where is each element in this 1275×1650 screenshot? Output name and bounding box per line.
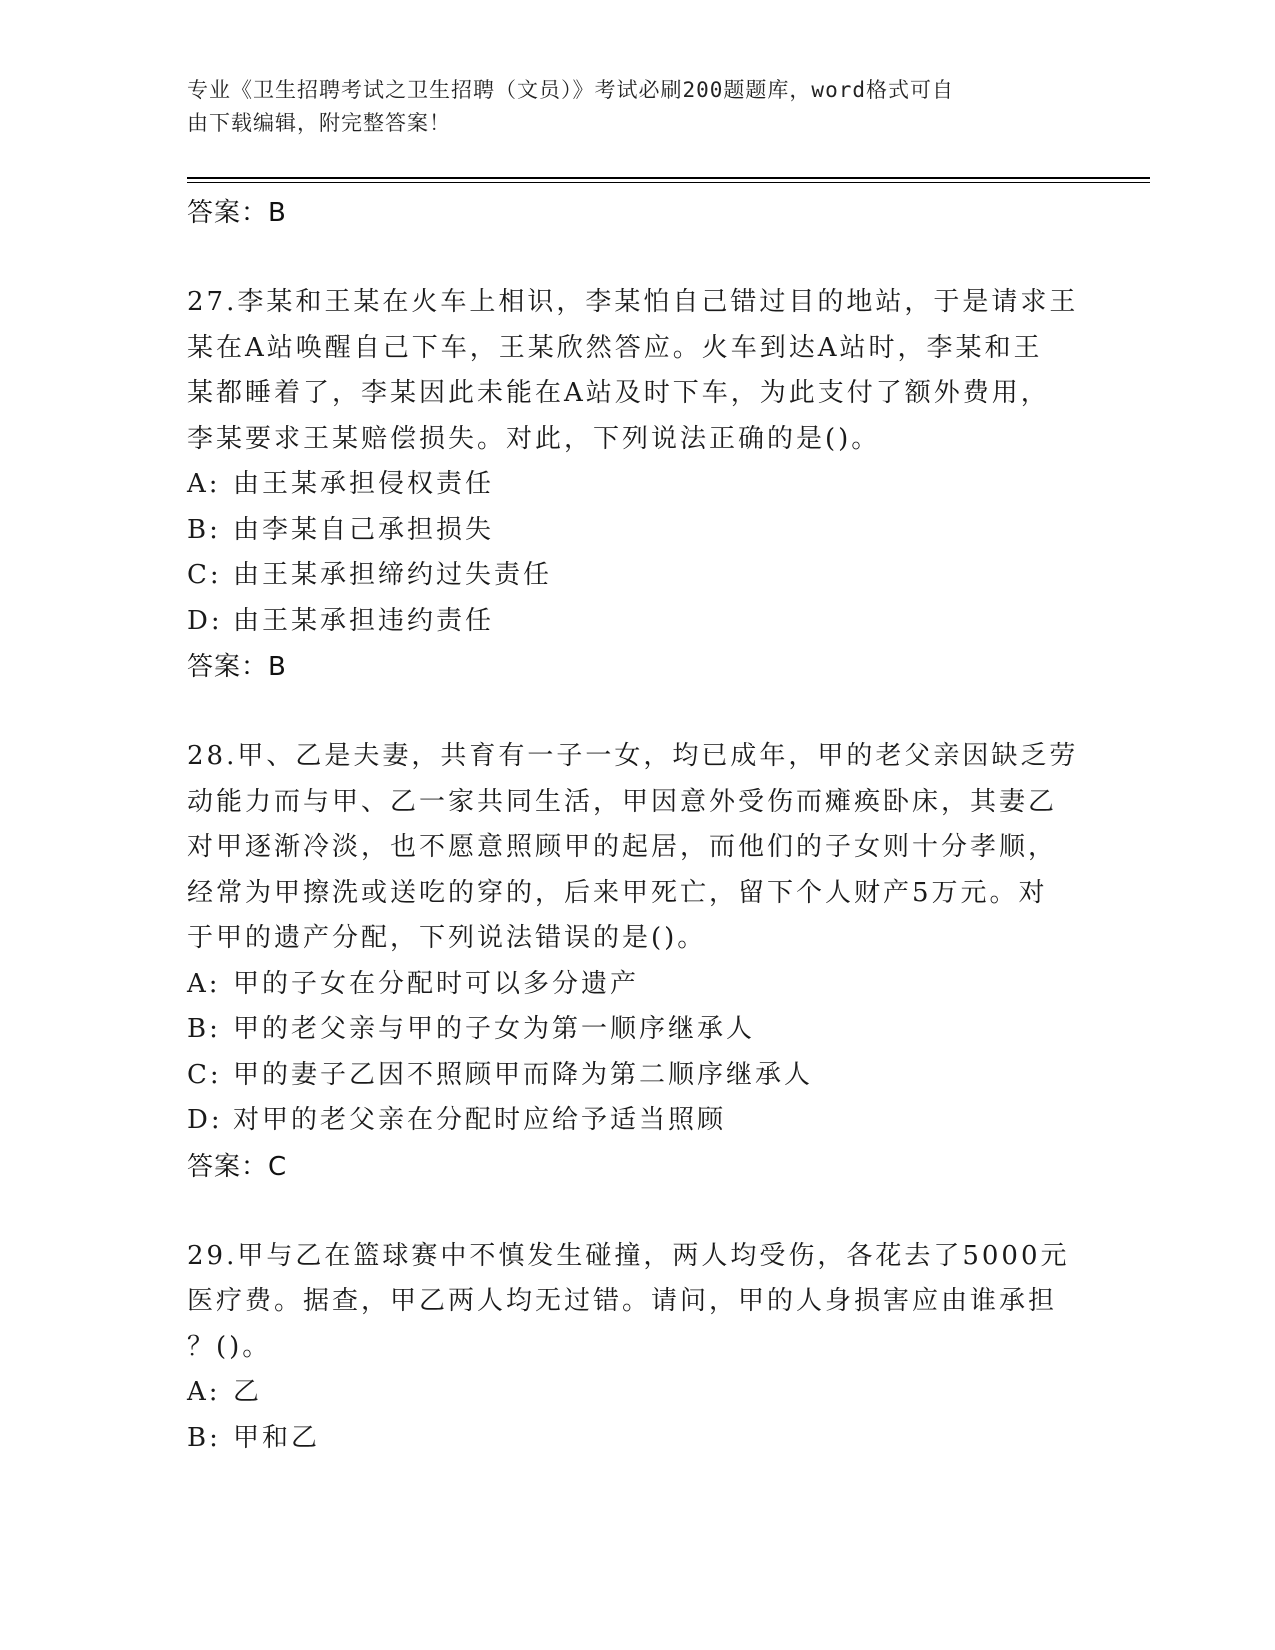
option-text: 由王某承担侵权责任 <box>233 469 495 499</box>
option-text: 由王某承担违约责任 <box>233 605 495 636</box>
option-d <box>187 599 1087 645</box>
option-c <box>187 553 1087 599</box>
block-spacer <box>187 690 1087 734</box>
option-text: 由王某承担缔约过失责任 <box>233 560 553 590</box>
question-stem-line: 对甲逐渐冷淡，也不愿意照顾甲的起居，而他们的子女则十分孝顺， <box>187 832 1058 862</box>
answer-line: 答案：C <box>187 1151 288 1182</box>
question-stem-line: 李某要求王某赔偿损失。对此，下列说法正确的是()。 <box>187 423 881 454</box>
option-a <box>187 962 1087 1008</box>
question-28 <box>187 734 1087 1190</box>
question-stem <box>187 1234 1087 1371</box>
option-text: 对甲的老父亲在分配时应给予适当照顾 <box>233 1105 727 1135</box>
option-letter: C: <box>187 560 222 590</box>
option-b <box>187 508 1087 554</box>
header-line-1: 专业《卫生招聘考试之卫生招聘（文员）》考试必刷200题题库，word格式可自 <box>187 78 954 102</box>
question-stem-line: 于甲的遗产分配，下列说法错误的是()。 <box>187 923 707 953</box>
question-stem <box>187 734 1087 962</box>
question-stem-line: 29.甲与乙在篮球赛中不慎发生碰撞，两人均受伤，各花去了5000元 <box>187 1240 1070 1271</box>
question-stem-line: 某在A站唤醒自己下车，王某欣然答应。火车到达A站时，李某和王 <box>187 332 1043 363</box>
option-b <box>187 1007 1087 1053</box>
page-header <box>187 74 1067 140</box>
option-a <box>187 462 1087 508</box>
option-b <box>187 1416 1087 1462</box>
question-stem-line: 经常为甲擦洗或送吃的穿的，后来甲死亡，留下个人财产5万元。对 <box>187 877 1048 908</box>
option-a <box>187 1370 1087 1416</box>
header-rule-thick <box>187 177 1150 179</box>
option-text: 甲和乙 <box>233 1422 321 1453</box>
question-stem-line: 28.甲、乙是夫妻，共育有一子一女，均已成年，甲的老父亲因缺乏劳 <box>187 741 1079 771</box>
answer-line: 答案：B <box>187 652 287 682</box>
question-stem-line: 27.李某和王某在火车上相识，李某怕自己错过目的地站，于是请求王 <box>187 287 1079 317</box>
question-stem <box>187 280 1087 462</box>
question-29 <box>187 1234 1087 1462</box>
option-letter: A: <box>187 968 221 999</box>
question-stem-line: ？()。 <box>187 1331 272 1362</box>
question-stem-line: 医疗费。据查，甲乙两人均无过错。请问，甲的人身损害应由谁承担 <box>187 1286 1058 1316</box>
option-letter: B: <box>187 1422 221 1453</box>
document-body <box>187 190 1087 1461</box>
header-line-2: 由下载编辑，附完整答案！ <box>187 111 451 135</box>
header-rule-thin <box>187 182 1150 183</box>
question-stem-line: 动能力而与甲、乙一家共同生活，甲因意外受伤而瘫痪卧床，其妻乙 <box>187 786 1058 817</box>
option-c <box>187 1053 1087 1099</box>
block-spacer <box>187 236 1087 280</box>
option-letter: A: <box>187 1377 221 1407</box>
block-spacer <box>187 1190 1087 1234</box>
option-letter: C: <box>187 1059 222 1090</box>
option-letter: B: <box>187 1014 221 1044</box>
option-text: 乙 <box>233 1377 263 1407</box>
option-letter: D: <box>187 605 223 636</box>
question-stem-line: 某都睡着了，李某因此未能在A站及时下车，为此支付了额外费用， <box>187 378 1050 408</box>
option-text: 甲的子女在分配时可以多分遗产 <box>233 968 640 999</box>
option-d <box>187 1098 1087 1144</box>
question-27 <box>187 280 1087 690</box>
option-letter: B: <box>187 514 221 545</box>
option-text: 甲的妻子乙因不照顾甲而降为第二顺序继承人 <box>233 1059 814 1090</box>
option-letter: D: <box>187 1105 223 1135</box>
option-letter: A: <box>187 469 221 499</box>
option-text: 甲的老父亲与甲的子女为第一顺序继承人 <box>233 1014 756 1044</box>
option-text: 由李某自己承担损失 <box>233 514 495 545</box>
previous-answer: 答案：B <box>187 198 287 228</box>
